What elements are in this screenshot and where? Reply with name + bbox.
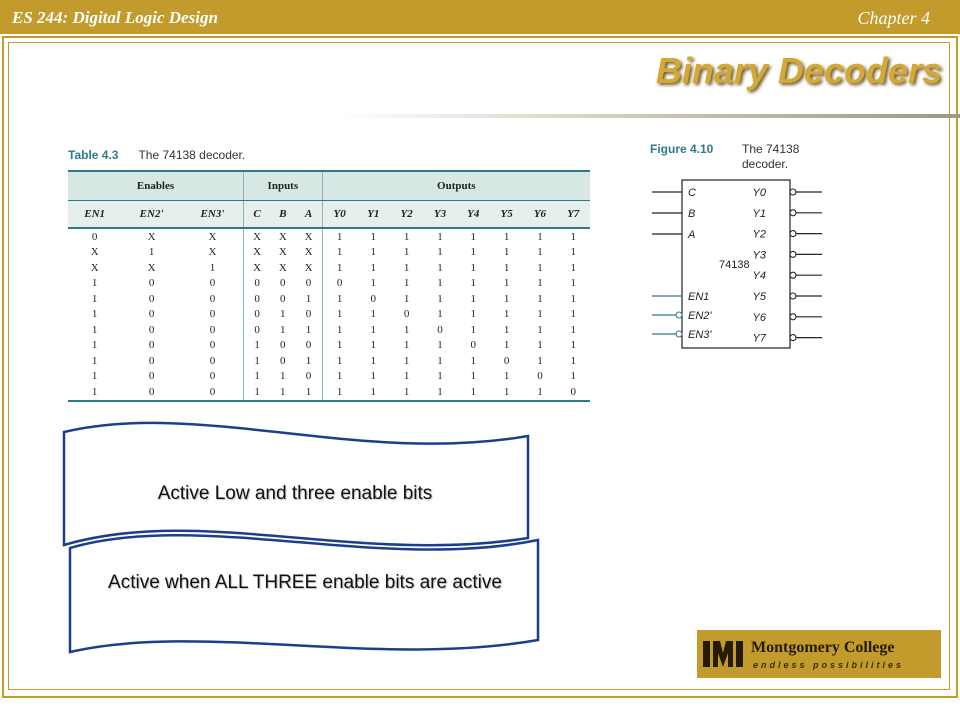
table-cell: 1 xyxy=(570,354,577,367)
table-caption-text: The 74138 decoder. xyxy=(138,148,246,162)
table-cell: X xyxy=(253,261,262,274)
column-header: Y4 xyxy=(457,201,490,229)
table-cell: X xyxy=(253,246,262,259)
table-cell: 0 xyxy=(336,277,343,290)
table-cell: 0 xyxy=(182,338,244,354)
table-cell: 1 xyxy=(244,384,271,401)
table-cell: 0 xyxy=(148,323,155,336)
table-cell: 1 xyxy=(91,323,98,336)
table-cell: 0 xyxy=(182,276,244,292)
table-cell: 1 xyxy=(370,323,377,336)
table-cell: 0 xyxy=(370,292,377,305)
table-cell: 0 xyxy=(182,307,244,323)
table-cell: 0 xyxy=(121,384,182,401)
table-cell: 1 xyxy=(570,292,577,305)
table-cell: 1 xyxy=(470,354,477,367)
pin-label: A xyxy=(688,229,696,241)
table-cell: 1 xyxy=(437,292,443,305)
group-header: Outputs xyxy=(322,171,590,201)
table-cell: 1 xyxy=(423,384,456,401)
table-cell: 1 xyxy=(403,323,410,336)
table-cell: 1 xyxy=(537,246,543,259)
table-cell: 1 xyxy=(470,230,477,243)
table-cell: 1 xyxy=(91,354,98,367)
table-cell: 0 xyxy=(295,338,322,354)
banner-text-1: Active Low and three enable bits xyxy=(157,483,433,504)
table-cell: 0 xyxy=(148,292,155,305)
column-header: C xyxy=(244,201,271,229)
figure-caption-text: The 74138 decoder. xyxy=(742,142,800,171)
table-cell: 1 xyxy=(295,384,322,401)
table-cell: 1 xyxy=(370,261,377,274)
table-cell: 1 xyxy=(270,384,295,401)
table-cell: X xyxy=(295,228,322,245)
pin-label: EN2' xyxy=(688,310,712,322)
table-cell: X xyxy=(90,261,99,274)
table-cell: X xyxy=(278,246,287,259)
table-cell: 1 xyxy=(537,354,543,367)
table-cell: 1 xyxy=(403,339,410,352)
group-header: Enables xyxy=(68,171,244,201)
table-cell: 1 xyxy=(370,246,377,259)
table-cell: 0 xyxy=(280,354,286,367)
column-header: B xyxy=(270,201,295,229)
pin-label: Y1 xyxy=(752,207,766,220)
table-cell: 0 xyxy=(295,307,322,323)
table-cell: 0 xyxy=(182,384,244,401)
table-cell: 1 xyxy=(370,308,377,321)
table-cell: 1 xyxy=(336,246,343,259)
table-cell: 1 xyxy=(403,292,410,305)
table-cell: 1 xyxy=(570,246,577,259)
table-cell: 1 xyxy=(91,339,98,352)
table-cell: 1 xyxy=(403,261,410,274)
table-cell: 1 xyxy=(437,370,443,383)
column-header: Y5 xyxy=(490,201,523,229)
table-cell: 1 xyxy=(523,384,556,401)
table-cell: 0 xyxy=(254,277,260,290)
table-cell: 1 xyxy=(570,308,577,321)
table-cell: 1 xyxy=(295,322,322,338)
table-cell: X xyxy=(295,245,322,261)
table-cell: 0 xyxy=(182,291,244,307)
pin-label: Y0 xyxy=(752,187,766,199)
table-cell: 0 xyxy=(148,370,155,383)
table-cell: 1 xyxy=(503,292,510,305)
table-cell: X xyxy=(253,230,262,243)
table-cell: 1 xyxy=(280,370,286,383)
table-cell: 1 xyxy=(182,260,244,276)
college-logo xyxy=(697,630,941,678)
table-cell: X xyxy=(90,246,99,259)
table-cell: 1 xyxy=(437,277,443,290)
table-cell: 1 xyxy=(503,339,510,352)
table-cell: 1 xyxy=(403,354,410,367)
table-cell: 1 xyxy=(503,323,510,336)
table-cell: 1 xyxy=(295,353,322,369)
table-cell: X xyxy=(147,230,156,243)
college-name: Montgomery College xyxy=(751,639,895,656)
table-cell: 1 xyxy=(336,370,343,383)
table-cell: 1 xyxy=(336,230,343,243)
column-header: Y6 xyxy=(523,201,556,229)
table-cell: 1 xyxy=(503,370,510,383)
table-cell: 0 xyxy=(182,369,244,385)
pin-label: EN1 xyxy=(688,291,710,303)
pin-label: C xyxy=(688,187,696,199)
table-cell: 1 xyxy=(537,339,543,352)
table-cell: 1 xyxy=(503,308,510,321)
table-cell: 0 xyxy=(295,276,322,292)
table-cell: 1 xyxy=(322,384,357,401)
pin-label: Y6 xyxy=(752,311,766,324)
table-cell: 0 xyxy=(182,322,244,338)
column-header: Y3 xyxy=(423,201,456,229)
table-cell: 0 xyxy=(537,370,543,383)
table-cell: X xyxy=(182,228,244,245)
pin-label: B xyxy=(688,208,696,220)
table-cell: 0 xyxy=(254,292,260,305)
table-cell: 1 xyxy=(470,261,477,274)
table-cell: X xyxy=(278,261,287,274)
table-cell: 1 xyxy=(336,354,343,367)
table-cell: 1 xyxy=(370,339,377,352)
table-cell: 0 xyxy=(437,323,443,336)
table-cell: 1 xyxy=(370,354,377,367)
table-cell: 0 xyxy=(403,308,410,321)
table-cell: 1 xyxy=(437,354,443,367)
table-cell: 1 xyxy=(570,323,577,336)
course-title: ES 244: Digital Logic Design xyxy=(12,8,218,27)
table-cell: 1 xyxy=(370,370,377,383)
table-cell: 1 xyxy=(148,246,155,259)
pin-label: Y4 xyxy=(752,270,766,283)
pin-label: Y5 xyxy=(752,291,766,303)
table-cell: 0 xyxy=(280,339,286,352)
table-cell: 1 xyxy=(437,339,443,352)
table-cell: 1 xyxy=(91,277,98,290)
table-cell: 1 xyxy=(537,323,543,336)
group-header: Inputs xyxy=(244,171,323,201)
table-cell: 1 xyxy=(336,339,343,352)
table-cell: 0 xyxy=(503,354,510,367)
pin-label: Y7 xyxy=(752,332,766,345)
table-cell: 1 xyxy=(537,292,543,305)
table-cell: 1 xyxy=(370,230,377,243)
table-cell: X xyxy=(295,260,322,276)
table-cell: 0 xyxy=(148,354,155,367)
table-cell: 1 xyxy=(490,384,523,401)
table-cell: 0 xyxy=(148,277,155,290)
table-cell: 0 xyxy=(91,230,98,243)
table-cell: 1 xyxy=(403,230,410,243)
table-cell: 1 xyxy=(537,261,543,274)
table-cell: 1 xyxy=(91,370,98,383)
table-cell: 1 xyxy=(336,261,343,274)
banner-text-2: Active when ALL THREE enable bits are active xyxy=(108,572,502,593)
chip-name: 74138 xyxy=(719,259,750,271)
table-cell: 1 xyxy=(254,370,260,383)
table-cell: 1 xyxy=(437,230,443,243)
chapter-label: Chapter 4 xyxy=(857,8,930,28)
table-cell: 1 xyxy=(254,354,260,367)
table-cell: 1 xyxy=(437,308,443,321)
table-cell: 1 xyxy=(357,384,390,401)
column-header: Y1 xyxy=(357,201,390,229)
table-cell: 1 xyxy=(457,384,490,401)
pin-label: Y2 xyxy=(752,228,766,241)
table-cell: 1 xyxy=(437,246,443,259)
table-cell: 1 xyxy=(336,323,343,336)
table-cell: 1 xyxy=(336,292,343,305)
table-cell: X xyxy=(147,261,156,274)
table-cell: 0 xyxy=(148,339,155,352)
table-cell: 1 xyxy=(336,308,343,321)
table-cell: 1 xyxy=(403,370,410,383)
table-cell: X xyxy=(182,245,244,261)
table-cell: 1 xyxy=(470,308,477,321)
table-cell: 1 xyxy=(503,246,510,259)
table-cell: 1 xyxy=(470,370,477,383)
table-cell: 1 xyxy=(570,230,577,243)
table-cell: 1 xyxy=(470,246,477,259)
table-cell: 1 xyxy=(280,308,286,321)
table-cell: 1 xyxy=(570,339,577,352)
college-logo-mark xyxy=(703,639,743,669)
table-cell: 1 xyxy=(570,261,577,274)
table-cell: 0 xyxy=(254,323,260,336)
table-cell: 1 xyxy=(537,230,543,243)
column-header: EN1 xyxy=(68,201,121,229)
table-cell: 1 xyxy=(503,261,510,274)
table-cell: 0 xyxy=(470,339,477,352)
table-cell: 1 xyxy=(470,292,477,305)
table-cell: 1 xyxy=(91,308,98,321)
table-cell: 1 xyxy=(68,384,121,401)
slide-title: Binary Decoders xyxy=(655,50,942,91)
table-cell: 1 xyxy=(470,323,477,336)
table-cell: 0 xyxy=(295,369,322,385)
column-header: EN3' xyxy=(182,201,244,229)
table-cell: 1 xyxy=(390,384,423,401)
column-header: A xyxy=(295,201,322,229)
table-cell: 1 xyxy=(503,230,510,243)
figure-number: Figure 4.10 xyxy=(650,142,714,156)
column-header: Y2 xyxy=(390,201,423,229)
table-cell: 1 xyxy=(437,261,443,274)
table-cell: 1 xyxy=(403,246,410,259)
column-header: Y7 xyxy=(557,201,590,229)
table-cell: 1 xyxy=(254,339,260,352)
college-tagline: endless possibilities xyxy=(753,660,905,670)
table-cell: 0 xyxy=(148,308,155,321)
table-cell: 0 xyxy=(182,353,244,369)
table-cell: 1 xyxy=(537,277,543,290)
column-header: EN2' xyxy=(121,201,182,229)
table-cell: X xyxy=(278,230,287,243)
table-number: Table 4.3 xyxy=(68,148,119,162)
table-cell: 1 xyxy=(91,292,98,305)
table-cell: 0 xyxy=(557,384,590,401)
pin-label: EN3' xyxy=(688,329,712,341)
table-cell: 0 xyxy=(280,292,286,305)
table-cell: 1 xyxy=(570,277,577,290)
table-cell: 1 xyxy=(295,291,322,307)
table-cell: 1 xyxy=(570,370,577,383)
table-cell: 1 xyxy=(280,323,286,336)
table-cell: 0 xyxy=(254,308,260,321)
table-cell: 0 xyxy=(280,277,286,290)
table-cell: 1 xyxy=(537,308,543,321)
table-cell: 1 xyxy=(370,277,377,290)
pin-label: Y3 xyxy=(752,249,766,262)
table-cell: 1 xyxy=(470,277,477,290)
table-cell: 1 xyxy=(503,277,510,290)
table-cell: 1 xyxy=(403,277,410,290)
column-header: Y0 xyxy=(322,201,357,229)
